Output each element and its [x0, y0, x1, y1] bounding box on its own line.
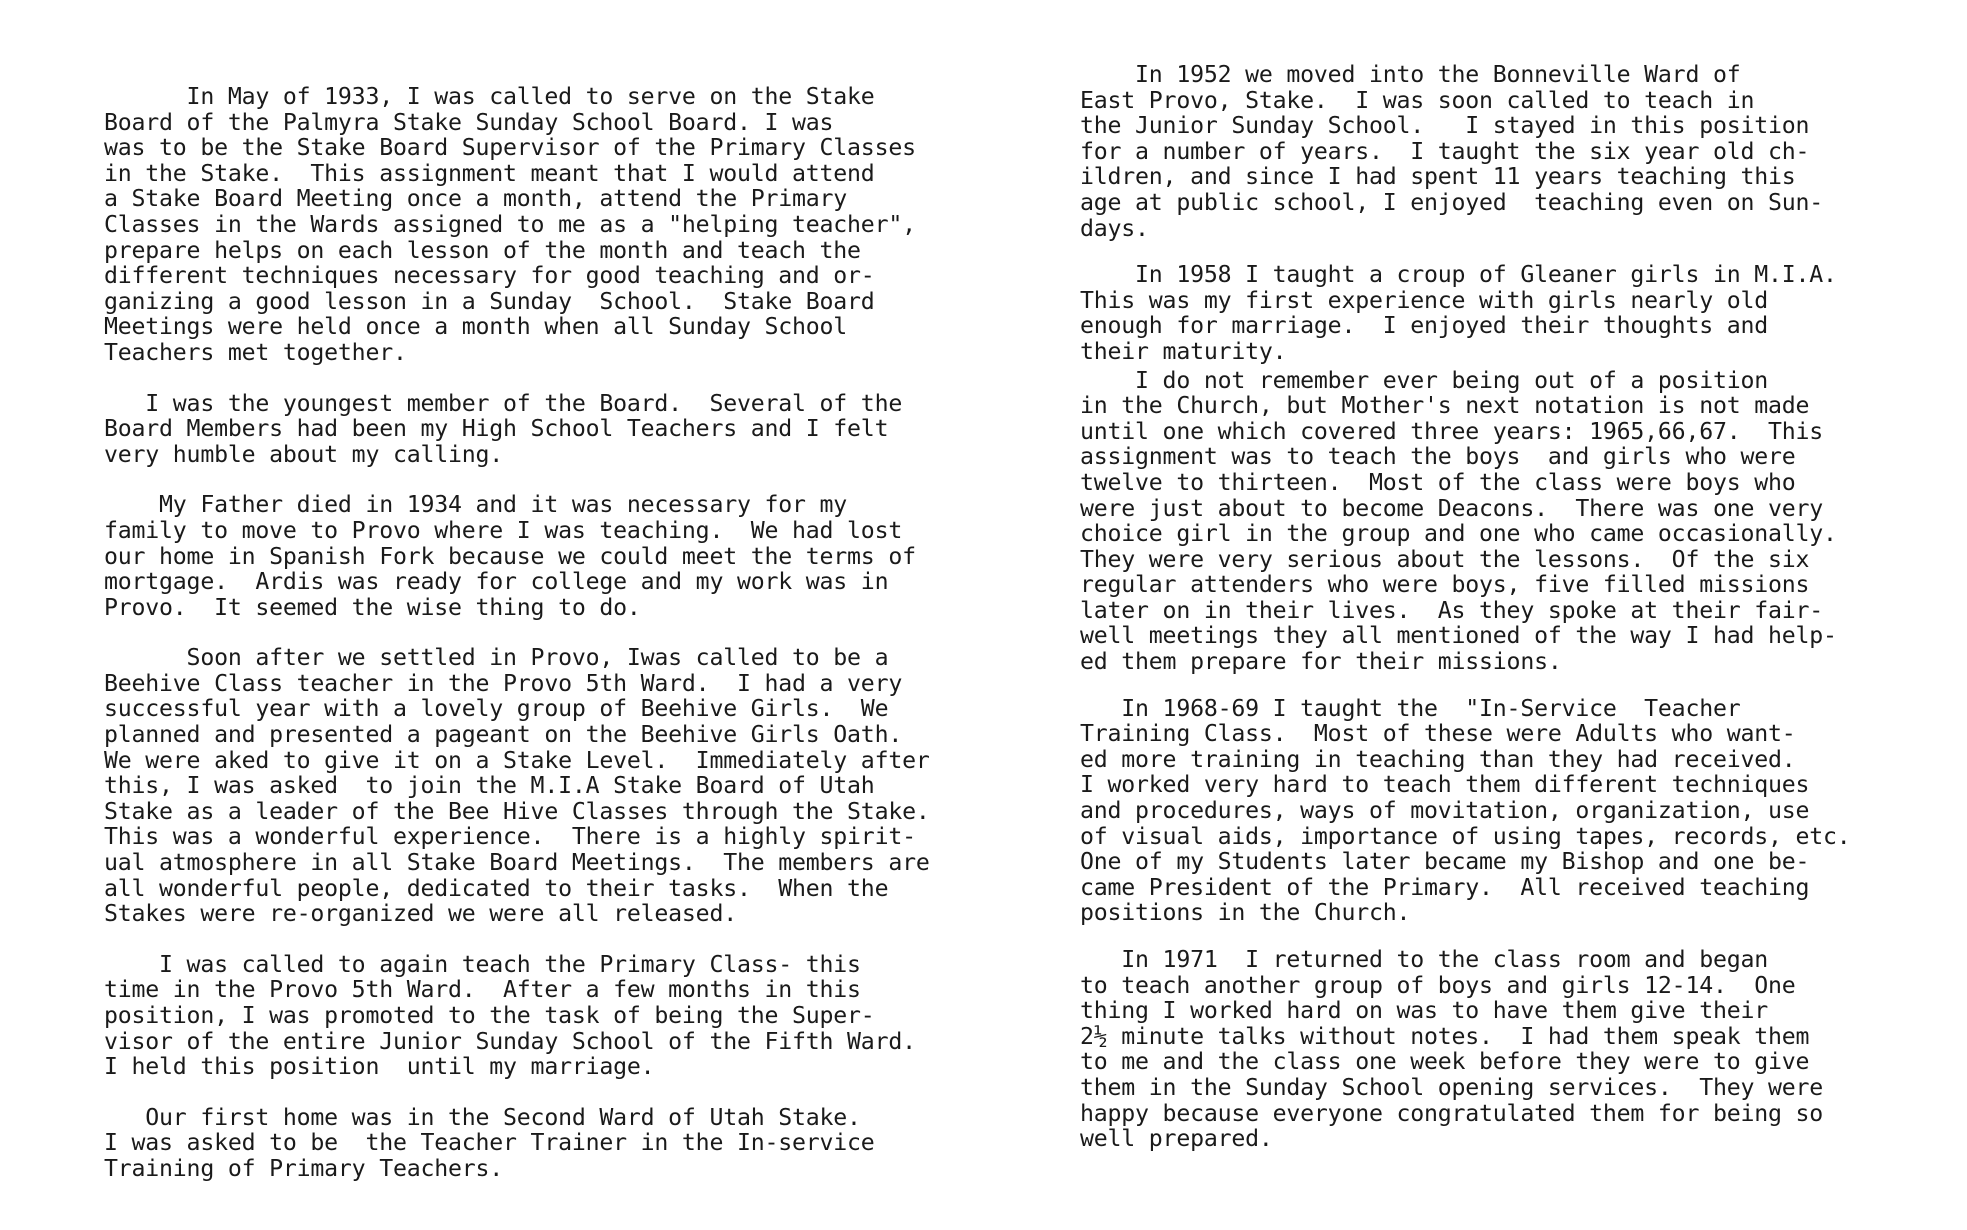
text-line: positions in the Church.: [1080, 899, 1411, 927]
text-line: this, I was asked to join the M.I.A Stake Board of Utah: [104, 772, 875, 800]
text-line: very humble about my calling.: [104, 440, 504, 468]
text-line: I worked very hard to teach them different techniques: [1080, 771, 1810, 799]
text-line: of visual aids, importance of using tapes, records, etc.: [1080, 822, 1851, 850]
text-line: choice girl in the group and one who came occasionally.: [1080, 520, 1837, 548]
text-line: ildren, and since I had spent 11 years teaching this: [1080, 163, 1796, 191]
text-line: Provo. It seemed the wise thing to do.: [104, 593, 641, 621]
text-line: East Provo, Stake. I was soon called to teach in: [1080, 86, 1755, 114]
text-line: Board Members had been my High School Teachers and I felt: [104, 415, 889, 443]
text-line: were just about to become Deacons. There was one very: [1080, 494, 1824, 522]
right-paragraph-2: [1080, 262, 1960, 364]
left-paragraph-2: [104, 391, 1034, 468]
text-line: I was the youngest member of the Board. Several of the: [104, 389, 903, 417]
text-line: in the Stake. This assignment meant that I would attend: [104, 159, 875, 187]
right-paragraph-3: [1080, 368, 1960, 675]
text-line: Training of Primary Teachers.: [104, 1154, 504, 1182]
right-paragraph-1: [1080, 62, 1960, 241]
text-line: Soon after we settled in Provo, Iwas called to be a: [104, 644, 889, 672]
text-line: days.: [1080, 214, 1149, 242]
text-line: In 1952 we moved into the Bonneville Ward of: [1080, 61, 1741, 88]
text-line: Teachers met together.: [104, 338, 407, 366]
text-line: well prepared.: [1080, 1125, 1273, 1153]
text-line: different techniques necessary for good teaching and or-: [104, 262, 875, 290]
text-line: prepare helps on each lesson of the month and teach the: [104, 236, 861, 264]
left-column: [104, 84, 1034, 1207]
text-line: to teach another group of boys and girls 12-14. One: [1080, 971, 1796, 999]
text-line: I was called to again teach the Primary Class- this: [104, 950, 861, 978]
text-line: In 1968-69 I taught the "In-Service Teacher: [1080, 694, 1741, 722]
left-paragraph-6: [104, 1105, 1034, 1182]
text-line: ed more training in teaching than they had received.: [1080, 745, 1796, 773]
text-line: until one which covered three years: 1965,66,67. This: [1080, 417, 1824, 445]
text-line: visor of the entire Junior Sunday School of the Fifth Ward.: [104, 1027, 916, 1055]
text-line: happy because everyone congratulated them for being so: [1080, 1099, 1824, 1127]
text-line: ual atmosphere in all Stake Board Meetings. The members are: [104, 849, 930, 877]
text-line: ed them prepare for their missions.: [1080, 648, 1562, 676]
text-line: I do not remember ever being out of a position: [1080, 366, 1769, 394]
text-line: time in the Provo 5th Ward. After a few months in this: [104, 976, 861, 1004]
text-line: Beehive Class teacher in the Provo 5th Ward. I had a very: [104, 669, 903, 697]
text-line: Classes in the Wards assigned to me as a "helping teacher",: [104, 210, 916, 238]
text-line: mortgage. Ardis was ready for college and my work was in: [104, 568, 889, 596]
text-line: came President of the Primary. All received teaching: [1080, 873, 1810, 901]
right-paragraph-4: [1080, 696, 1960, 926]
text-line: regular attenders who were boys, five filled missions: [1080, 571, 1810, 599]
text-line: In May of 1933, I was called to serve on the Stake: [104, 83, 875, 110]
left-paragraph-5: [104, 952, 1034, 1080]
text-line: ganizing a good lesson in a Sunday School. Stake Board: [104, 287, 875, 315]
text-line: was to be the Stake Board Supervisor of the Primary Classes: [104, 134, 916, 162]
text-line: Board of the Palmyra Stake Sunday School Board. I was: [104, 108, 834, 136]
left-paragraph-3: [104, 492, 1034, 620]
text-line: One of my Students later became my Bishop and one be-: [1080, 848, 1810, 876]
text-line: Stake as a leader of the Bee Hive Classes through the Stake.: [104, 797, 930, 825]
right-paragraph-5: [1080, 947, 1960, 1152]
text-line: My Father died in 1934 and it was necessary for my: [104, 491, 848, 519]
text-line: This was a wonderful experience. There is a highly spirit-: [104, 823, 916, 851]
text-line: This was my first experience with girls nearly old: [1080, 286, 1769, 314]
text-line: all wonderful people, dedicated to their tasks. When the: [104, 874, 889, 902]
text-line: well meetings they all mentioned of the way I had help-: [1080, 622, 1837, 650]
text-line: the Junior Sunday School. I stayed in this position: [1080, 112, 1810, 140]
left-paragraph-4: [104, 645, 1034, 927]
text-line: I held this position until my marriage.: [104, 1053, 655, 1081]
text-line: In 1958 I taught a croup of Gleaner girls in M.I.A.: [1080, 261, 1837, 289]
text-line: age at public school, I enjoyed teaching even on Sun-: [1080, 188, 1824, 216]
text-line: thing I worked hard on was to have them give their: [1080, 997, 1769, 1025]
text-line: in the Church, but Mother's next notation is not made: [1080, 392, 1810, 420]
text-line: our home in Spanish Fork because we could meet the terms of: [104, 542, 916, 570]
text-line: position, I was promoted to the task of being the Super-: [104, 1002, 875, 1029]
text-line: twelve to thirteen. Most of the class were boys who: [1080, 468, 1796, 496]
text-line: 2½ minute talks without notes. I had them speak them: [1080, 1022, 1810, 1050]
text-line: a Stake Board Meeting once a month, attend the Primary: [104, 185, 848, 213]
text-line: I was asked to be the Teacher Trainer in the In-service: [104, 1129, 875, 1157]
text-line: Stakes were re-organized we were all released.: [104, 900, 737, 928]
right-column: [1080, 62, 1960, 1173]
text-line: Training Class. Most of these were Adults who want-: [1080, 720, 1796, 748]
left-paragraph-1: [104, 84, 1034, 366]
text-line: enough for marriage. I enjoyed their thoughts and: [1080, 312, 1769, 340]
text-line: later on in their lives. As they spoke at their fair-: [1080, 596, 1824, 624]
text-line: successful year with a lovely group of Beehive Girls. We: [104, 695, 889, 723]
text-line: their maturity.: [1080, 337, 1287, 365]
text-line: In 1971 I returned to the class room and began: [1080, 946, 1769, 973]
text-line: to me and the class one week before they were to give: [1080, 1048, 1810, 1076]
text-line: Meetings were held once a month when all Sunday School: [104, 313, 848, 341]
text-line: and procedures, ways of movitation, organization, use: [1080, 797, 1810, 825]
text-line: We were aked to give it on a Stake Level. Immediately after: [104, 746, 930, 774]
text-line: planned and presented a pageant on the Beehive Girls Oath.: [104, 721, 903, 749]
text-line: family to move to Provo where I was teaching. We had lost: [104, 516, 903, 544]
text-line: them in the Sunday School opening services. They were: [1080, 1073, 1824, 1101]
text-line: for a number of years. I taught the six year old ch-: [1080, 137, 1810, 165]
text-line: assignment was to teach the boys and girls who were: [1080, 443, 1796, 471]
text-line: They were very serious about the lessons. Of the six: [1080, 545, 1810, 573]
text-line: Our first home was in the Second Ward of Utah Stake.: [104, 1103, 861, 1131]
